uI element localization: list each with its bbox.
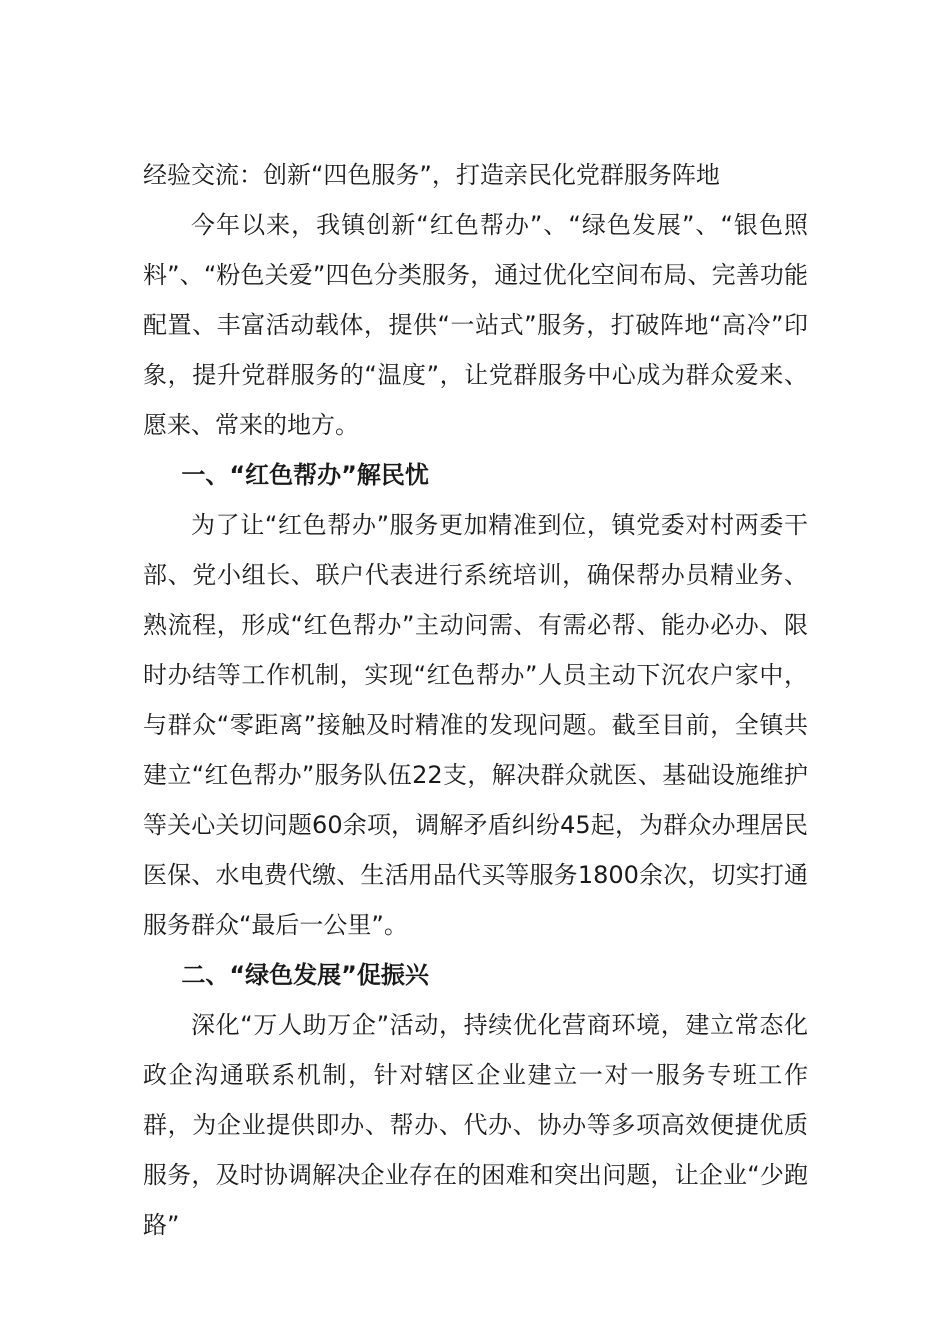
section-heading-2: 二、“绿色发展”促振兴 (181, 961, 429, 989)
document-page (143, 150, 808, 1250)
section-body-1: 为了让“红色帮办”服务更加精准到位，镇党委对村两委干部、党小组长、联户代表进行系统培训，确保帮办员精业务、熟流程，形成“红色帮办”主动问需、有需必帮、能办必办、限时办结等工作机制，实现“红色帮办”人员主动下沉农户家中，与群众“零距离”接触及时精准的发现问题。截至目前，全镇共建立“红色帮办”服务队伍22支，解决群众就医、基础设施维护等关心关切问题60余项，调解矛盾纠纷45起，为群众办理居民医保、水电费代缴、生活用品代买等服务1800余次，切实打通服务群众“最后一公里”。 (143, 511, 808, 939)
section-body-2: 深化“万人助万企”活动，持续优化营商环境，建立常态化政企沟通联系机制，针对辖区企业建立一对一服务专班工作群，为企业提供即办、帮办、代办、协办等多项高效便捷优质服务，及时协调解决企业存在的困难和突出问题，让企业“少跑路” (143, 1011, 808, 1239)
document-title: 经验交流：创新“四色服务”，打造亲民化党群服务阵地 (143, 161, 720, 189)
intro-paragraph: 今年以来，我镇创新“红色帮办”、“绿色发展”、“银色照料”、“粉色关爱”四色分类服务，通过优化空间布局、完善功能配置、丰富活动载体，提供“一站式”服务，打破阵地“高冷”印象，提升党群服务的“温度”，让党群服务中心成为群众爱来、愿来、常来的地方。 (143, 211, 808, 439)
section-heading-1: 一、“红色帮办”解民忧 (181, 461, 429, 489)
